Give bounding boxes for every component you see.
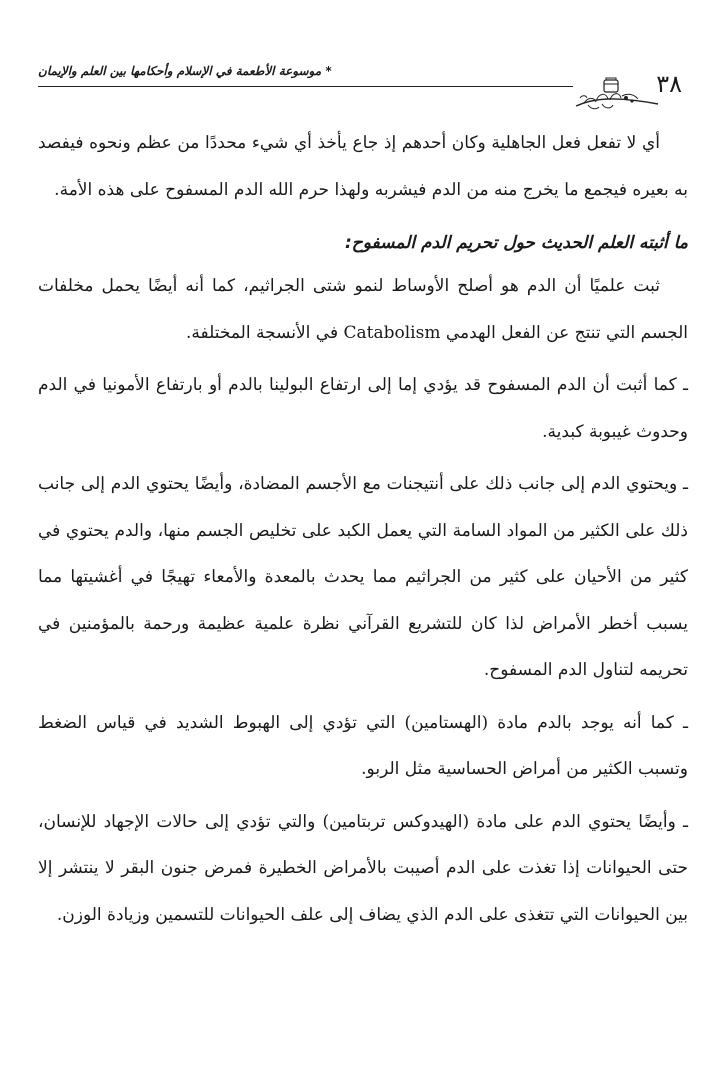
paragraph-5: ـ كما أنه يوجد بالدم مادة (الهستامين) التي تؤدي إلى الهبوط الشديد في قياس الضغط وتسبب الكثير من أمراض الحساسية مثل الربو. — [38, 712, 688, 779]
floral-ornament-icon — [574, 76, 660, 112]
paragraph-2: ثبت علميًا أن الدم هو أصلح الأوساط لنمو شتى الجراثيم، كما أنه أيضًا يحمل مخلفات الجسم التي تنتج عن الفعل الهدمي Catabolism في الأنسجة المختلفة. — [38, 276, 688, 343]
page-body — [38, 120, 688, 938]
paragraph-3: ـ كما أثبت أن الدم المسفوح قد يؤدي إما إلى ارتفاع البولينا بالدم أو بارتفاع الأمونيا في الدم وحدوث غيبوبة كبدية. — [38, 375, 688, 442]
section-heading: ما أثبته العلم الحديث حول تحريم الدم المسفوح: — [345, 233, 688, 253]
page-number: ٣٨ — [656, 70, 682, 98]
page-header — [38, 58, 688, 110]
running-title: * موسوعة الأطعمة في الإسلام وأحكامها بين العلم والإيمان — [38, 64, 332, 78]
paragraph-1: أي لا تفعل فعل الجاهلية وكان أحدهم إذ جاع يأخذ أي شيء محددًا من عظم ونحوه فيفصد به بعيره فيجمع ما يخرج منه من الدم فيشربه ولهذا حرم الله الدم المسفوح على هذه الأمة. — [38, 133, 688, 200]
header-rule — [38, 86, 573, 87]
paragraph-6: ـ وأيضًا يحتوي الدم على مادة (الهيدوكس تربتامين) والتي تؤدي إلى حالات الإجهاد للإنسان، حتى الحيوانات إذا تغذت على الدم أصيبت بالأمراض الخطيرة فمرض جنون البقر لا ينتشر إلا بين الحيوانات التي تتغذى على الدم الذي يضاف إلى علف الحيوانات للتسمين وزيادة الوزن. — [38, 811, 688, 925]
paragraph-4: ـ ويحتوي الدم إلى جانب ذلك على أنتيجنات مع الأجسم المضادة، وأيضًا يحتوي الدم إلى جانب ذلك على الكثير من المواد السامة التي يعمل الكبد على تخليص الجسم منها، والدم يحتوي في كثير من الأحيان على كثير من الجراثيم مما يحدث بالمعدة والأمعاء تهيجًا في أغشيتها مما يسبب أخطر الأمراض لذا كان للتشريع القرآني نظرة علمية عظيمة ورحمة بالمؤمنين في تحريمه لتناول الدم المسفوح. — [38, 474, 688, 680]
